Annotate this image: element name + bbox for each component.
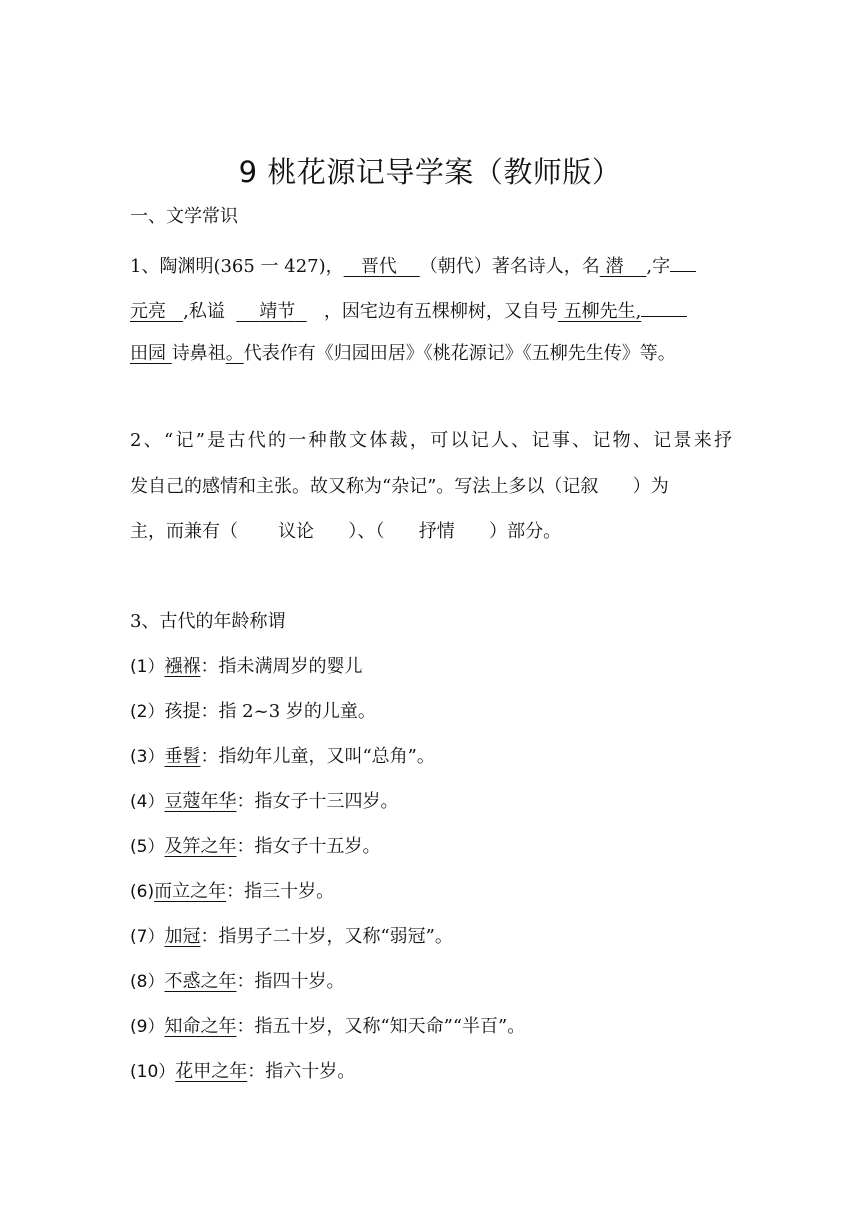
age-description: ：指女子十五岁。 (236, 836, 381, 857)
blank-posthumous: 靖节 (259, 301, 296, 322)
item1-prefix: 1、陶渊明(365 一 427)， (130, 256, 344, 277)
item1-after-dynasty: （朝代）著名诗人，名 (419, 256, 600, 277)
blank-courtesy: 元亮 (130, 301, 166, 322)
blank-name: 潜 (605, 256, 624, 277)
item1-after-courtesy: ,私谥 (183, 301, 225, 322)
age-description: ：指女子十三四岁。 (236, 791, 399, 812)
age-term: 及笄之年 (164, 836, 237, 857)
blank-argument: 议论 (278, 521, 315, 542)
item-number: (8） (130, 972, 165, 992)
age-description: ：指未满周岁的婴儿 (200, 656, 363, 677)
age-term: 而立之年 (154, 881, 227, 902)
item1-after-genre: 诗鼻祖 (171, 343, 226, 364)
item1-period: 。 (225, 343, 244, 364)
list-item (130, 877, 732, 907)
age-term: 豆蔻年华 (164, 791, 237, 812)
blank-trailing-2 (641, 294, 687, 317)
list-item (130, 922, 732, 952)
list-item (130, 742, 732, 772)
item-number: (10） (130, 1062, 176, 1082)
item2-line2: 发自己的感情和主张。故又称为“杂记”。写法上多以（记叙 ）为 (130, 476, 669, 497)
item-number: (7） (130, 927, 165, 947)
item-number: (5） (130, 837, 165, 857)
age-term: 加冠 (164, 926, 201, 947)
list-item (130, 1012, 732, 1042)
item-number: (4） (130, 792, 165, 812)
age-description: ：指四十岁。 (236, 971, 345, 992)
list-item (130, 832, 732, 862)
item-number: (1） (130, 657, 165, 677)
blank-dynasty: 晋代 (360, 256, 397, 277)
age-term: 孩提 (164, 701, 201, 722)
item1-line1 (130, 249, 732, 282)
item-number: (6) (130, 882, 155, 902)
item-number: (9） (130, 1017, 165, 1037)
list-item (130, 787, 732, 817)
section-heading: 一、文学常识 (130, 206, 238, 227)
item1-works: 代表作有《归园田居》《桃花源记》《五柳先生传》等。 (243, 343, 676, 364)
list-item (130, 1057, 732, 1087)
blank-alias: 五柳先生 (563, 301, 636, 322)
list-item (130, 652, 732, 682)
age-description: ：指五十岁，又称“知天命”“半百”。 (236, 1016, 526, 1037)
item1-line2 (130, 294, 732, 327)
item1-after-posthumous: ，因宅边有五棵柳树，又自号 (323, 301, 558, 322)
list-item (130, 697, 732, 727)
item-number: (2） (130, 702, 165, 722)
age-term: 不惑之年 (164, 971, 237, 992)
item2-line1: 2、“记”是古代的一种散文体裁，可以记人、记事、记物、记景来抒 (130, 430, 732, 451)
blank-narrative: 记叙 (562, 476, 599, 497)
item2-line3: 主，而兼有（ 议论 ）、（ 抒情 ）部分。 (130, 521, 562, 542)
age-description: ：指 2~3 岁的儿童。 (200, 701, 376, 722)
age-term: 知命之年 (164, 1016, 237, 1037)
item3-heading: 3、古代的年龄称谓 (130, 611, 286, 632)
item1-line3 (130, 339, 732, 369)
item1-after-name: ,字 (646, 256, 671, 277)
page-title: 9 桃花源记导学案（教师版） (238, 155, 622, 189)
blank-lyric: 抒情 (418, 521, 455, 542)
blank-trailing (670, 249, 696, 272)
blank-genre: 田园 (130, 343, 166, 364)
age-description: ：指男子二十岁，又称“弱冠”。 (200, 926, 453, 947)
age-term: 花甲之年 (175, 1061, 248, 1082)
age-description: ：指六十岁。 (247, 1061, 356, 1082)
item-number: (3） (130, 747, 165, 767)
item1-after-alias: , (635, 301, 642, 322)
age-term: 垂髫 (164, 746, 201, 767)
age-term: 襁褓 (164, 656, 201, 677)
age-description: ：指三十岁。 (226, 881, 335, 902)
age-description: ：指幼年儿童，又叫“总角”。 (200, 746, 435, 767)
list-item (130, 967, 732, 997)
